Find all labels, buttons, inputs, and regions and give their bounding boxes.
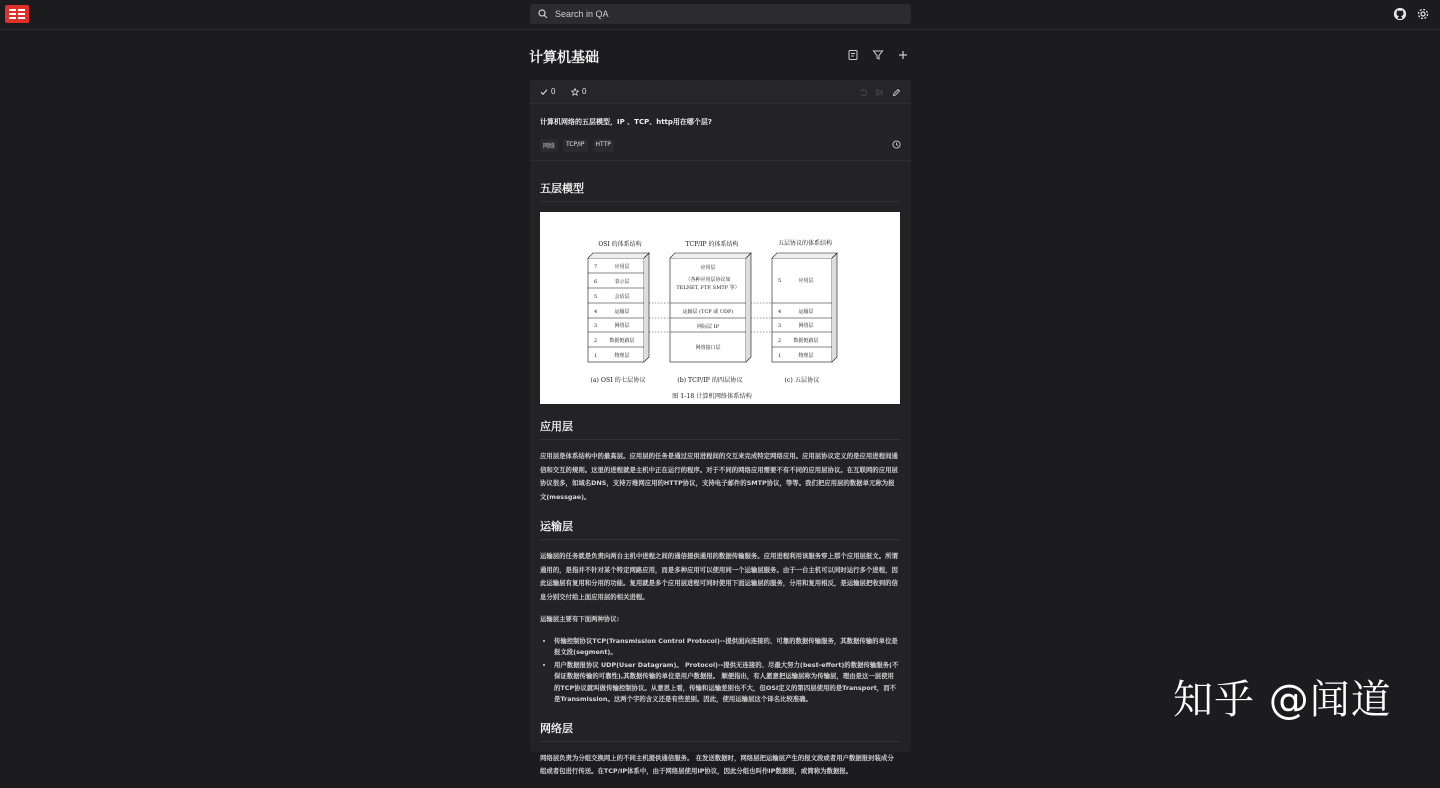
figure-caption: 图 1-18 计算机网络体系结构	[672, 393, 752, 400]
heading-five-layer: 五层模型	[540, 180, 900, 202]
page-title: 计算机基础	[529, 50, 599, 66]
svg-text:（各种应用层协议如: （各种应用层协议如	[685, 277, 731, 283]
github-icon[interactable]	[1393, 7, 1407, 21]
svg-text:表示层: 表示层	[614, 279, 630, 285]
svg-text:物理层: 物理层	[614, 353, 630, 359]
svg-text:5: 5	[594, 294, 598, 300]
tag-list	[540, 139, 614, 152]
svg-text:3: 3	[594, 323, 598, 329]
caption-b: (b) TCP/IP 的四层协议	[677, 377, 743, 384]
heading-network: 网络层	[540, 720, 900, 742]
col-c-title: 五层协议的体系结构	[777, 240, 833, 247]
list-item-tcp: • 传输控制协议TCP(Transmission Control Protocol)--提供面向连接的、可靠的数据传输服务，其数据传输的单位是报文段(segment)。	[554, 636, 900, 659]
tag-network[interactable]: 网络	[540, 139, 558, 152]
svg-text:TELNET, FTP, SMTP 等）: TELNET, FTP, SMTP 等）	[676, 285, 740, 291]
star-count: 0	[582, 87, 587, 96]
svg-text:1: 1	[778, 353, 782, 359]
tag-tcpip[interactable]: TCP/IP	[563, 139, 588, 152]
search-box[interactable]	[530, 4, 911, 24]
top-bar	[0, 0, 1440, 30]
app-logo[interactable]	[5, 5, 29, 23]
undo-icon[interactable]	[859, 88, 868, 97]
svg-text:数据链路层: 数据链路层	[609, 338, 635, 344]
svg-text:运输层: 运输层	[614, 309, 630, 315]
protocol-list	[554, 636, 900, 706]
svg-text:会话层: 会话层	[614, 294, 630, 300]
gear-icon[interactable]	[1416, 7, 1430, 21]
clock-icon[interactable]	[892, 140, 901, 149]
heading-transport: 运输层	[540, 518, 900, 540]
svg-text:运输层: 运输层	[798, 309, 814, 315]
question-text: 计算机网络的五层模型，IP 、TCP、http用在哪个层?	[540, 118, 712, 126]
svg-text:应用层: 应用层	[798, 278, 814, 284]
qa-card	[530, 80, 911, 775]
svg-text:网络接口层: 网络接口层	[695, 345, 721, 351]
network-architecture-figure	[540, 212, 900, 404]
answer-content	[540, 180, 900, 788]
svg-text:2: 2	[778, 338, 782, 344]
filter-icon[interactable]	[872, 49, 884, 61]
svg-text:1: 1	[594, 353, 598, 359]
watermark: 知乎 @闻道	[1173, 677, 1392, 723]
heading-application: 应用层	[540, 418, 900, 440]
svg-text:网络层: 网络层	[614, 323, 630, 329]
check-icon	[540, 88, 548, 96]
paragraph-application: 应用层是体系结构中的最高层。应用层的任务是通过应用进程间的交互来完成特定网络应用。应用层协议定义的是应用进程间通信和交互的规则。这里的进程就是主机中正在运行的程序。对于不同的网络应用需要不有不同的应用层协议。在互联网的应用层协议很多，如域名DNS，支持万维网应用的HTTP协议，支持电子邮件的SMTP协议，等等。我们把应用层的数据单元称为报文(messgae)。	[540, 452, 898, 501]
svg-text:3: 3	[778, 323, 782, 329]
tag-http[interactable]: HTTP	[593, 139, 614, 152]
svg-text:运输层 (TCP 或 UDP): 运输层 (TCP 或 UDP)	[682, 309, 734, 315]
svg-text:应用层: 应用层	[614, 264, 630, 270]
edit-icon[interactable]	[892, 88, 901, 97]
svg-text:网络层: 网络层	[798, 323, 814, 329]
search-input[interactable]	[555, 9, 895, 19]
star-icon	[571, 88, 579, 96]
caption-c: (c) 五层协议	[784, 377, 820, 384]
add-icon[interactable]	[897, 49, 909, 61]
paragraph-network: 网络层负责为分组交换网上的不同主机提供通信服务。 在发送数据时，网络层把运输层产生的报文段或者用户数据报封装成分组或者包进行传送。在TCP/IP体系中，由于网络层使用IP协议，因此分组也叫作IP数据报，或简称为数据报。	[540, 753, 894, 775]
caption-a: (a) OSI 的七层协议	[590, 377, 646, 384]
five-layer-stack	[772, 253, 837, 362]
svg-text:应用层: 应用层	[700, 265, 716, 271]
svg-text:6: 6	[594, 279, 598, 285]
list-item-udp: • 用户数据报协议 UDP(User Datagram)。 Protocol)--提供无连接的、尽最大努力(best-effort)的数据传输服务(不保证数据传输的可靠性),其数据传输的单位是用户数据报。 顺便指出，有人愿意把运输层称为传输层，理由是这一层使用的TCP协议就叫做传输控制协议。从意思上看，传输和运输差别也不大，但OSI定义的第四层使用的是Transport，而不是Transmission。这两个字的含义还是有些差别。因此，使用运输层这个译名比较准确。	[554, 660, 900, 706]
svg-text:2: 2	[594, 338, 598, 344]
correct-count: 0	[551, 87, 556, 96]
star-counter[interactable]	[571, 87, 586, 96]
svg-text:5: 5	[778, 278, 782, 284]
correct-counter[interactable]	[540, 87, 555, 96]
card-toolbar	[530, 80, 911, 104]
note-icon[interactable]	[847, 49, 859, 61]
svg-text:7: 7	[594, 264, 598, 270]
svg-text:4: 4	[594, 309, 598, 315]
paragraph-transport-protocols: 运输层主要有下面两种协议:	[540, 615, 620, 623]
svg-text:4: 4	[778, 309, 782, 315]
paragraph-transport: 运输层的任务就是负责向两台主机中进程之间的通信提供通用的数据传输服务。应用进程利用该服务穿上那个应用层报文。所谓通用的，是指并不针对某个特定网路应用，而是多种应用可以使用同一个运输层服务。由于一台主机可以同时运行多个进程，因此运输层有复用和分用的功能。复用就是多个应用层进程可同时使用下面运输层的服务，分用和复用相反，是运输层把收到的信息分别交付给上面应用层的相关进程。	[540, 552, 898, 601]
col-b-title: TCP/IP 的体系结构	[685, 241, 739, 248]
next-icon[interactable]	[875, 88, 884, 97]
svg-text:网际层 IP: 网际层 IP	[697, 324, 719, 330]
svg-text:数据链路层: 数据链路层	[793, 338, 819, 344]
divider	[530, 160, 911, 161]
svg-text:物理层: 物理层	[798, 353, 814, 359]
search-icon	[538, 9, 548, 19]
col-a-title: OSI 的体系结构	[598, 241, 642, 248]
